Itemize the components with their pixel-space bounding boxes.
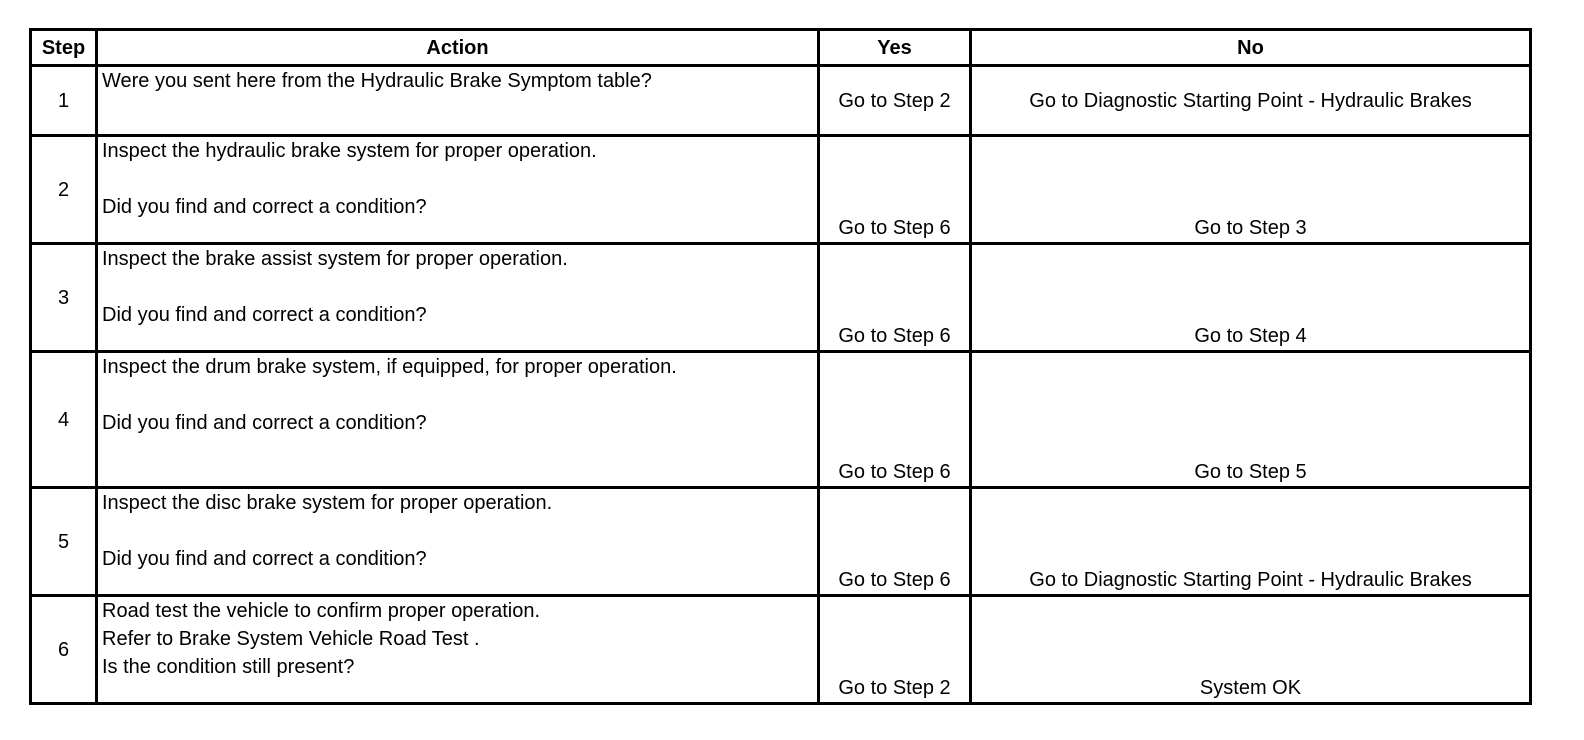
action-cell — [97, 136, 819, 244]
action-text: Inspect the brake assist system for proper operation. — [102, 248, 568, 270]
action-cell — [97, 244, 819, 352]
action-question: Did you find and correct a condition? — [102, 412, 427, 434]
no-result: Go to Diagnostic Starting Point - Hydraulic Brakes — [971, 66, 1531, 136]
header-no: No — [971, 30, 1531, 66]
table-row — [31, 596, 1531, 704]
table-row — [31, 244, 1531, 352]
table-header-row — [31, 30, 1531, 66]
step-number: 2 — [31, 136, 97, 244]
no-result: Go to Step 5 — [971, 352, 1531, 488]
yes-result: Go to Step 6 — [819, 244, 971, 352]
header-step: Step — [31, 30, 97, 66]
step-number: 5 — [31, 488, 97, 596]
action-text: Road test the vehicle to confirm proper operation. — [102, 600, 541, 622]
step-number: 6 — [31, 596, 97, 704]
action-cell — [97, 596, 819, 704]
diagnostic-table — [29, 28, 1532, 705]
yes-result: Go to Step 2 — [819, 596, 971, 704]
action-cell — [97, 488, 819, 596]
table-row — [31, 66, 1531, 136]
action-text: Inspect the disc brake system for proper operation. — [102, 492, 553, 514]
no-result: System OK — [971, 596, 1531, 704]
header-yes: Yes — [819, 30, 971, 66]
step-number: 4 — [31, 352, 97, 488]
yes-result: Go to Step 6 — [819, 488, 971, 596]
no-result: Go to Step 4 — [971, 244, 1531, 352]
action-text: Inspect the drum brake system, if equipped, for proper operation. — [102, 356, 677, 378]
action-question: Did you find and correct a condition? — [102, 196, 427, 218]
action-question: Did you find and correct a condition? — [102, 548, 427, 570]
header-action: Action — [97, 30, 819, 66]
action-text: Inspect the hydraulic brake system for proper operation. — [102, 140, 597, 162]
yes-result: Go to Step 6 — [819, 136, 971, 244]
yes-result: Go to Step 2 — [819, 66, 971, 136]
action-reference: Refer to Brake System Vehicle Road Test . — [102, 628, 480, 650]
table-row — [31, 352, 1531, 488]
no-result: Go to Step 3 — [971, 136, 1531, 244]
step-number: 3 — [31, 244, 97, 352]
table-row — [31, 488, 1531, 596]
yes-result: Go to Step 6 — [819, 352, 971, 488]
action-question: Is the condition still present? — [102, 656, 355, 678]
step-number: 1 — [31, 66, 97, 136]
action-text: Were you sent here from the Hydraulic Brake Symptom table? — [102, 70, 652, 92]
action-cell — [97, 66, 819, 136]
table-row — [31, 136, 1531, 244]
action-question: Did you find and correct a condition? — [102, 304, 427, 326]
no-result: Go to Diagnostic Starting Point - Hydraulic Brakes — [971, 488, 1531, 596]
action-cell — [97, 352, 819, 488]
